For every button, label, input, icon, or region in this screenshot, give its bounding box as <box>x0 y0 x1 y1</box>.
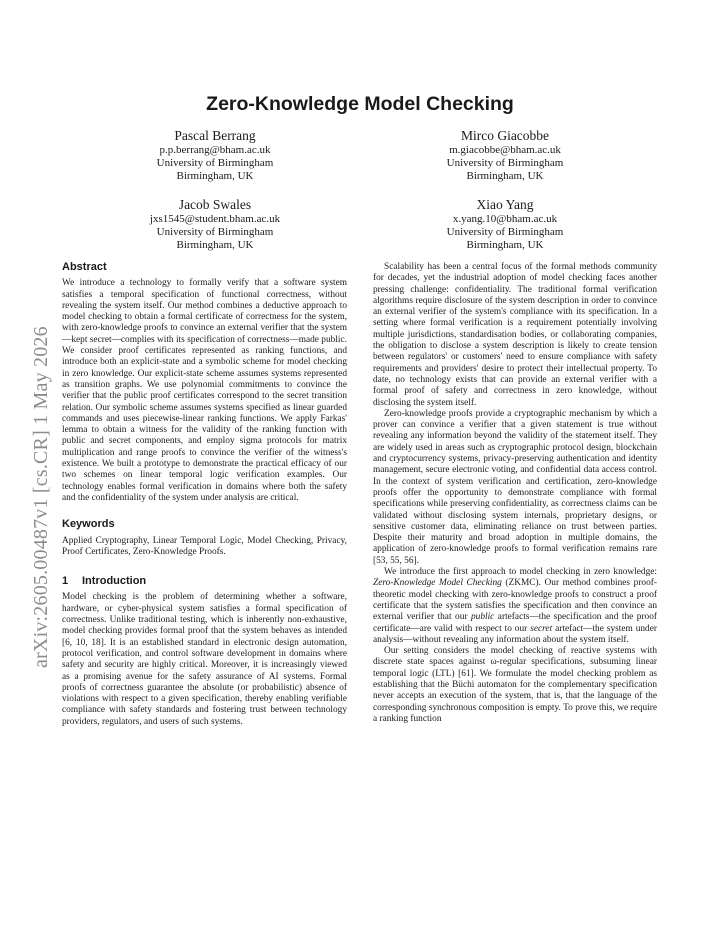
author-name: Xiao Yang <box>476 197 534 212</box>
arxiv-identifier-text: arXiv:2605.00487v1 [cs.CR] 1 May 2026 <box>30 326 52 668</box>
body-paragraph: Zero-knowledge proofs provide a cryptographic mechanism by which a prover can convince a verifier that a given statement is true without revealing any information beyond the validity of the statement itself. They are widely used in areas such as cryptographic protocol design, blockchain and cryptocurrency systems, privacy-preserving authentication and identity management, secure electronic voting, and confidential data access control. In the context of system verification and certification, zero-knowledge proofs offer the opportunity to demonstrate compliance with formal specifications while preserving confidentiality, as correctness claims can be validated without disclosing system internals, proprietary designs, or sensitive customer data, eliminating reliance on trust between parties. Despite their maturity and broad adoption in multiple domains, the application of zero-knowledge proofs to formal verification remains rare [53, 55, 56]. <box>373 408 657 566</box>
arxiv-identifier-stamp <box>8 260 52 668</box>
author-location: Birmingham, UK <box>176 239 254 251</box>
emphasis-text: public <box>470 612 495 623</box>
author-affiliation: University of Birmingham <box>446 226 564 238</box>
author-location: Birmingham, UK <box>466 239 544 251</box>
body-paragraph <box>373 567 657 646</box>
author-email: jxs1545@student.bham.ac.uk <box>149 213 281 225</box>
author-location: Birmingham, UK <box>176 170 254 182</box>
author-block <box>105 196 325 252</box>
author-affiliation: University of Birmingham <box>156 157 274 169</box>
body-paragraph: Scalability has been a central focus of the formal methods community for decades, yet the industrial adoption of model checking faces another pressing challenge: confidentiality. The traditional formal verification algorithms require disclosure of the system description in order to convince an external verifier of the system's compliance with its specification. In a setting where formal verification is a requirement potentially involving multiple jurisdictions, standardisation bodies, or collaborating companies, the obligation to disclose a system description is likely to create tension between regulators' or customers' need to ensure compliance with safety requirements and providers' desire to protect their intellectual property. To date, no technology exists that can provide an external verifier with a formal proof of safety and correctness in zero knowledge, without disclosing the system itself. <box>373 262 657 408</box>
author-block <box>395 127 615 183</box>
text-run: artefacts—the specification and the proof certificate—are valid with respect to our <box>373 612 657 634</box>
abstract-heading: Abstract <box>62 261 107 273</box>
introduction-section <box>62 576 347 728</box>
text-run: (ZKMC). Our method combines proof-theoretic model checking with zero-knowledge proofs to construct a proof certificate that the system satisfies the specification and then convince an external verifier that our <box>373 578 657 623</box>
author-email: x.yang.10@bham.ac.uk <box>452 213 558 225</box>
author-block <box>395 196 615 252</box>
introduction-heading <box>62 576 347 587</box>
abstract-section <box>62 262 347 504</box>
section-number: 1 <box>62 575 69 588</box>
author-name: Pascal Berrang <box>174 128 256 143</box>
section-title: Introduction <box>82 575 147 588</box>
keywords-section <box>62 519 347 558</box>
text-run: artefact—the system under analysis—without revealing any information about the system itself. <box>373 623 657 645</box>
author-affiliation: University of Birmingham <box>446 157 564 169</box>
author-affiliation: University of Birmingham <box>156 226 274 238</box>
author-name: Jacob Swales <box>178 197 252 212</box>
paper-title: Zero-Knowledge Model Checking <box>206 93 514 115</box>
right-column <box>373 262 657 725</box>
emphasis-text: Zero-Knowledge Model Checking <box>373 578 502 589</box>
text-run: We introduce the first approach to model checking in zero knowledge: <box>384 567 657 578</box>
emphasis-text: secret <box>530 623 553 634</box>
author-email: p.p.berrang@bham.ac.uk <box>159 144 271 156</box>
introduction-paragraph: Model checking is the problem of determining whether a software, hardware, or cyber-physical system satisfies a formal specification of correctness. Unlike traditional testing, which is inherently non-exhaustive, model checking provides formal proof that the system behaves as intended [6, 10, 18]. It is an established standard in electronic design automation, protocol verification, and control software development in domains where safety and security are highly critical. Moreover, it is increasingly viewed as a promising avenue for the safety assurance of AI systems. Formal proofs of correctness guarantee the absolute (or probabilistic) absence of violations with respect to a given specification, thereby enabling verifiable compliance with safety standards and fostering trust between technology providers, regulators, and users of such systems. <box>62 592 347 727</box>
author-location: Birmingham, UK <box>466 170 544 182</box>
left-column <box>62 262 347 728</box>
author-name: Mirco Giacobbe <box>460 128 550 143</box>
author-email: m.giacobbe@bham.ac.uk <box>449 144 561 156</box>
author-block <box>105 127 325 183</box>
abstract-text: We introduce a technology to formally verify that a software system satisfies a temporal specification of functional correctness, without revealing the system itself. Our method combines a deductive approach to model checking to obtain a formal certificate of correctness for the system, with zero-knowledge proofs to convince an external verifier that the system—kept secret—complies with its specification of correctness—made public. We consider proof certificates represented as ranking functions, and introduce both an explicit-state and a symbolic scheme for model checking in zero knowledge. Our explicit-state scheme assumes systems represented as transition graphs. We use polynomial commitments to convince the verifier that the public proof certificates correspond to the secret transition relation. Our symbolic scheme assumes systems specified as linear guarded commands and uses piecewise-linear ranking functions. We apply Farkas' lemma to obtain a witness for the validity of the ranking function with public and secret components, and employ sigma protocols for matrix multiplication and range proofs to convince the verifier of the witness's existence. We built a prototype to demonstrate the practical efficacy of our two schemes on linear temporal logic verification examples. Our technology enables formal verification in domains where both the safety and the confidentiality of the system under analysis are critical. <box>62 278 347 503</box>
body-paragraph: Our setting considers the model checking of reactive systems with discrete state spaces against ω-regular specifications, subsuming linear temporal logic (LTL) [61]. We formulate the model checking problem as establishing that the Büchi automaton for the complementary specification never accepts an execution of the system, that is, that the language of the corresponding synchronous composition is empty. To prove this, we require a ranking function <box>373 646 657 724</box>
keywords-text: Applied Cryptography, Linear Temporal Logic, Model Checking, Privacy, Proof Certificates, Zero-Knowledge Proofs. <box>62 535 347 557</box>
keywords-heading: Keywords <box>62 518 115 531</box>
